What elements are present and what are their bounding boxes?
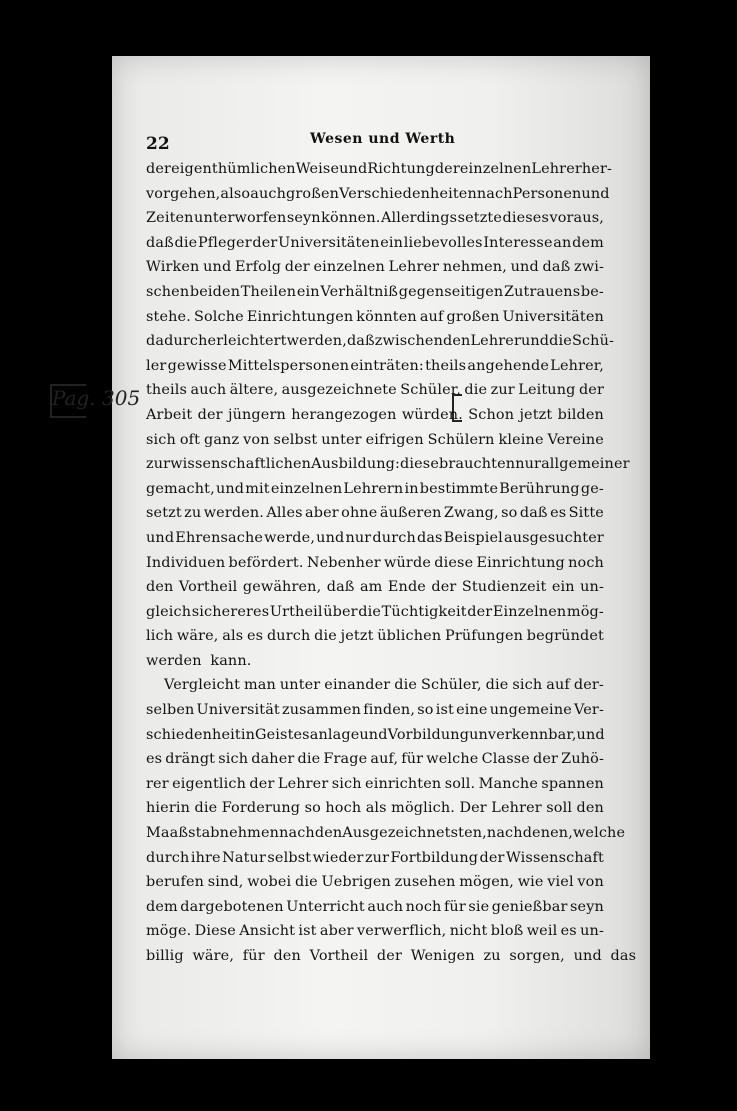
text-line: Vergleicht man unter einander die Schüler, die sich auf der-: [164, 677, 604, 694]
text-line: der eigenthümlichen Weise und Richtung der einzelnen Lehrer her-: [146, 161, 613, 177]
page-number: 22: [146, 134, 170, 154]
text-line: dem dargebotenen Unterricht auch noch für sie genießbar seyn: [146, 898, 604, 915]
body-text: [146, 157, 637, 969]
text-line: theils auch ältere, ausgezeichnete Schüler, die zur Leitung der: [146, 382, 604, 399]
text-line: den Vortheil gewähren, daß am Ende der Studienzeit ein un-: [146, 579, 604, 596]
text-line: Zeiten unterworfen seyn können. Allerdings setzte dieses voraus,: [146, 210, 604, 227]
margin-note: Pag. 305: [52, 386, 141, 410]
text-line: durch ihre Natur selbst wieder zur Fortbildung der Wissenschaft: [146, 849, 604, 866]
text-line: berufen sind, wobei die Uebrigen zusehen mögen, wie viel von: [146, 874, 604, 891]
text-line: hierin die Forderung so hoch als möglich. Der Lehrer soll den: [146, 800, 604, 817]
text-line: selben Universität zusammen finden, so ist eine ungemeine Ver-: [146, 702, 604, 719]
text-line: werden kann.: [146, 652, 252, 669]
text-line: schiedenheit in Geistesanlage und Vorbildung unverkennbar, und: [146, 726, 605, 743]
text-line: möge. Diese Ansicht ist aber verwerflich, nicht bloß weil es un-: [146, 923, 604, 940]
text-line: schen beiden Theilen ein Verhältniß gegenseitigen Zutrauens be-: [146, 283, 604, 300]
text-line: es drängt sich daher die Frage auf, für welche Classe der Zuhö-: [146, 751, 604, 768]
text-line: rer eigentlich der Lehrer sich einrichten soll. Manche spannen: [146, 775, 604, 792]
text-line: Maaßstab nehmen nach den Ausgezeichnetsten, nach denen, welche: [146, 825, 626, 842]
text-line: sich oft ganz von selbst unter eifrigen Schülern kleine Vereine: [146, 431, 604, 448]
text-line: Arbeit der jüngern herangezogen würden. Schon jetzt bilden: [146, 406, 604, 423]
text-line: Wirken und Erfolg der einzelnen Lehrer nehmen, und daß zwi-: [146, 259, 604, 276]
text-line: stehe. Solche Einrichtungen könnten auf großen Universitäten: [146, 308, 604, 325]
text-line: lich wäre, als es durch die jetzt üblichen Prüfungen begründet: [146, 628, 604, 645]
text-line: billig wäre, für den Vortheil der Wenigen zu sorgen, und das: [146, 948, 637, 964]
text-line: und Ehrensache werde, und nur durch das Beispiel ausgesuchter: [146, 529, 604, 546]
text-line: daß die Pfleger der Universitäten ein liebevolles Interesse an dem: [146, 234, 604, 251]
text-line: setzt zu werden. Alles aber ohne äußeren Zwang, so daß es Sitte: [146, 505, 604, 522]
running-head: Wesen und Werth: [310, 131, 456, 147]
text-line: zur wissenschaftlichen Ausbildung: diese brauchten nur allgemeiner: [146, 456, 630, 473]
text-line: Individuen befördert. Nebenher würde diese Einrichtung noch: [146, 554, 604, 571]
text-line: ler gewisse Mittelspersonen einträten: theils angehende Lehrer,: [146, 357, 604, 374]
text-line: gemacht, und mit einzelnen Lehrern in bestimmte Berührung ge-: [146, 480, 604, 497]
text-line: gleich sichereres Urtheil über die Tüchtigkeit der Einzelnen mög-: [146, 603, 604, 620]
text-line: vorgehen, also auch großen Verschiedenheiten nach Personen und: [146, 185, 610, 202]
text-line: dadurch erleichtert werden, daß zwischen den Lehrer und die Schü-: [146, 333, 615, 350]
